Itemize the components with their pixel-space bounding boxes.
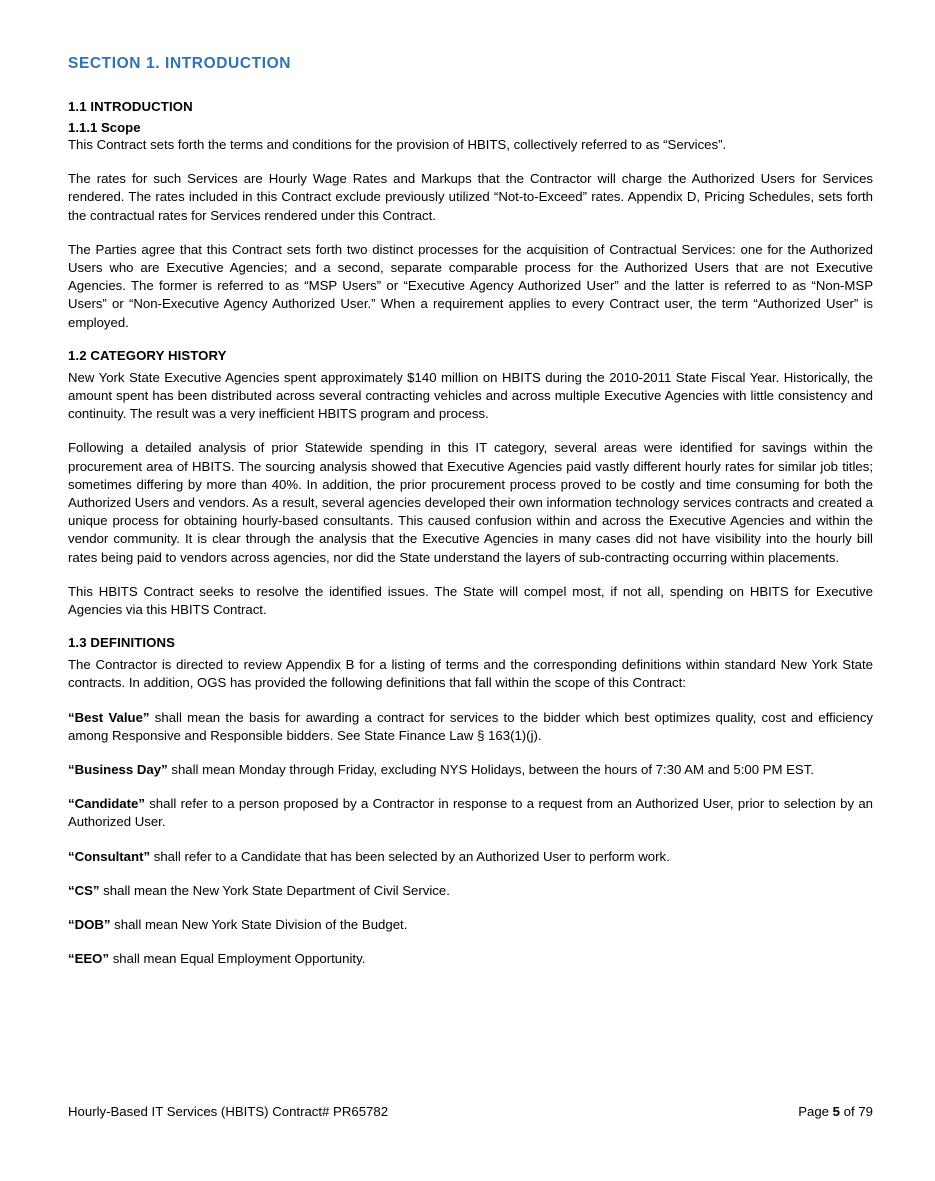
page-footer: [68, 1104, 873, 1119]
definition-item: [68, 916, 873, 934]
definition-item: [68, 795, 873, 831]
definition-term: “Candidate”: [68, 796, 145, 812]
definition-text: shall refer to a person proposed by a Contractor in response to a request from an Authorized User, prior to selection by an Authorized User.: [68, 796, 873, 830]
definition-item: [68, 848, 873, 866]
definition-term: “CS”: [68, 882, 100, 898]
definition-term: “Consultant”: [68, 848, 151, 864]
paragraph-scope-1: This Contract sets forth the terms and conditions for the provision of HBITS, collectively referred to as “Services”.: [68, 137, 727, 152]
definition-item: [68, 709, 873, 745]
definition-term: “Best Value”: [68, 709, 150, 725]
definition-text: shall mean Monday through Friday, excluding NYS Holidays, between the hours of 7:30 AM and 5:00 PM EST.: [167, 762, 814, 778]
definition-term: “DOB”: [68, 917, 111, 933]
section-title: SECTION 1. INTRODUCTION: [68, 55, 292, 72]
definition-item: [68, 950, 873, 968]
definition-item: [68, 882, 873, 900]
footer-page-suffix: of 79: [840, 1104, 873, 1119]
heading-1-3-definitions: 1.3 DEFINITIONS: [68, 635, 176, 651]
definition-text: shall mean the New York State Department of Civil Service.: [99, 882, 450, 898]
paragraph-definitions-intro: The Contractor is directed to review Appendix B for a listing of terms and the corresponding definitions within standard New York State contracts. In addition, OGS has provided the following definitions that fall within the scope of this Contract:: [68, 657, 873, 691]
footer-page-number: [798, 1104, 873, 1119]
paragraph-history-2: Following a detailed analysis of prior Statewide spending in this IT category, several areas were identified for savings within the procurement area of HBITS. The sourcing analysis showed that Executive Agencies paid vastly different hourly rates for similar job titles; sometimes differing by more than 40%. In addition, the prior procurement process proved to be costly and time consuming for both the Authorized Users and vendors. As a result, several agencies developed their own information technology services contracts and created a unique process for obtaining hourly-based consultants. This caused confusion within and across the Executive Agencies and within the vendor community. It is clear through the analysis that the Executive Agencies in many cases did not have visibility into the hourly bill rates being paid to vendors across agencies, nor did the State understand the layers of sub-contracting occurring within placements.: [68, 440, 873, 565]
paragraph-history-1: New York State Executive Agencies spent approximately $140 million on HBITS during the 2010-2011 State Fiscal Year. Historically, the amount spent has been distributed across several contracting vehicles and across multiple Executive Agencies with little consistency and continuity. The result was a very inefficient HBITS program and process.: [68, 369, 873, 422]
heading-1-2-category-history: 1.2 CATEGORY HISTORY: [68, 347, 227, 363]
definition-term: “EEO”: [68, 951, 110, 967]
definition-item: [68, 761, 873, 779]
heading-1-1-introduction: 1.1 INTRODUCTION: [68, 99, 193, 114]
footer-contract-label: Hourly-Based IT Services (HBITS) Contract# PR65782: [68, 1104, 389, 1119]
paragraph-scope-3: The Parties agree that this Contract sets forth two distinct processes for the acquisition of Contractual Services: one for the Authorized Users who are Executive Agencies; and a second, separate comparable process for the Authorized Users that are not Executive Agencies. The former is referred to as “MSP Users” or “Executive Agency Authorized User” and the latter is referred to as “Non-MSP Users” or “Non-Executive Agency Authorized User.” When a requirement applies to every Contract user, the term “Authorized User” is employed.: [68, 241, 873, 330]
paragraph-history-3: This HBITS Contract seeks to resolve the identified issues. The State will compel most, if not all, spending on HBITS for Executive Agencies via this HBITS Contract.: [68, 583, 873, 618]
definition-text: shall mean Equal Employment Opportunity.: [109, 951, 366, 967]
heading-1-1-1-scope: 1.1.1 Scope: [68, 120, 141, 135]
footer-page-prefix: Page: [798, 1104, 833, 1119]
definition-text: shall mean the basis for awarding a contract for services to the bidder which best optimizes quality, cost and efficiency among Responsive and Responsible bidders. See State Finance Law § 163(1)(j).: [68, 709, 874, 743]
definition-text: shall refer to a Candidate that has been selected by an Authorized User to perform work.: [150, 848, 670, 864]
definition-term: “Business Day”: [68, 762, 168, 778]
footer-page-value: 5: [832, 1104, 840, 1119]
paragraph-scope-2: The rates for such Services are Hourly Wage Rates and Markups that the Contractor will charge the Authorized Users for Services rendered. The rates included in this Contract exclude previously utilized “Not-to-Exceed” rates. Appendix D, Pricing Schedules, sets forth the contractual rates for Services rendered under this Contract.: [68, 171, 873, 223]
definition-text: shall mean New York State Division of the Budget.: [110, 917, 408, 933]
